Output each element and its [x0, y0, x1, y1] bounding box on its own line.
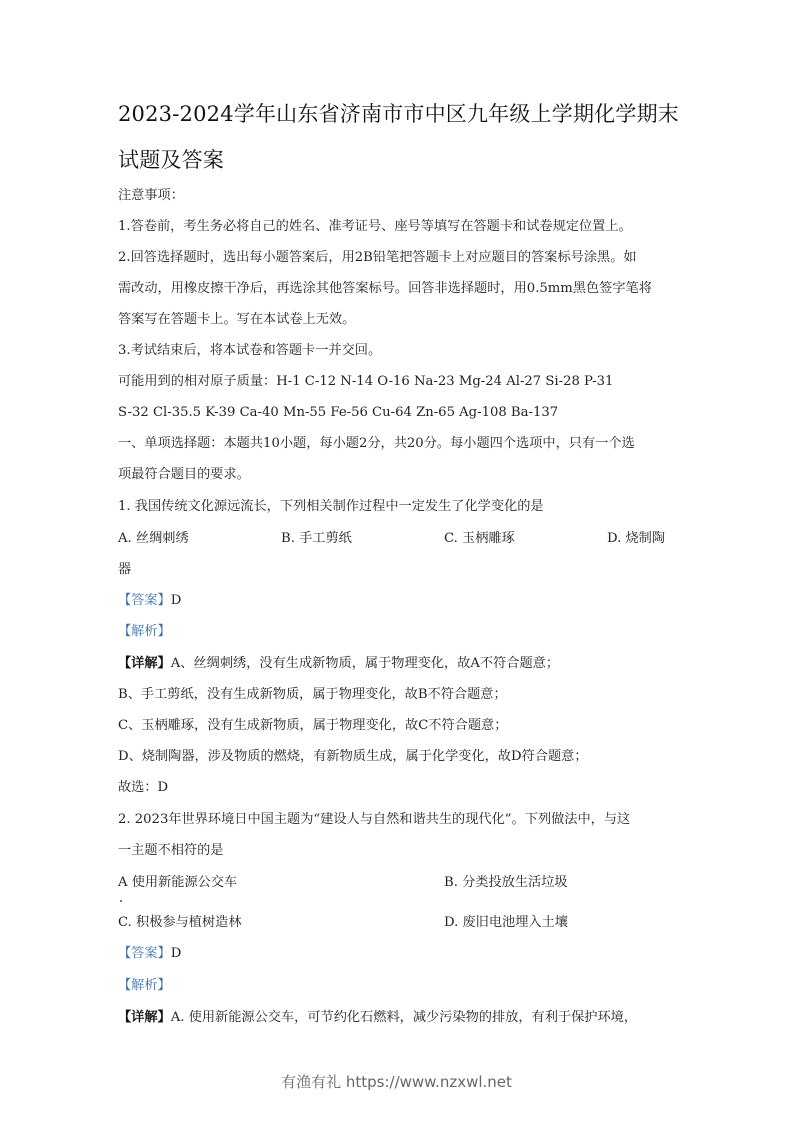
question-2-analysis-label: 【解析】 — [118, 978, 171, 993]
notice-item: 1.答卷前，考生务必将自己的姓名、准考证号、座号等填写在答题卡和试卷规定位置上。 — [118, 219, 632, 234]
footer-watermark: 有渔有礼 https://www.nzxwl.net — [281, 1073, 512, 1091]
answer-label: 【答案】 — [118, 593, 171, 608]
question-2-option-c: C. 积极参与植树造林 — [118, 915, 242, 930]
document-title-line-2: 试题及答案 — [118, 148, 224, 172]
question-1-option-d: D. 烧制陶 — [607, 531, 666, 546]
question-2-answer — [118, 945, 181, 963]
document-title-line-1: 2023-2024学年山东省济南市市中区九年级上学期化学期末 — [118, 102, 679, 126]
notice-item: 答案写在答题卡上。写在本试卷上无效。 — [118, 312, 356, 327]
question-1-option-wrap: 器 — [118, 562, 132, 577]
question-1-option-a: A. 丝绸刺绣 — [118, 531, 189, 546]
question-1-conclusion: 故选：D — [118, 780, 169, 795]
question-1-analysis-label: 【解析】 — [118, 624, 171, 639]
detail-label: 【详解】 — [118, 656, 171, 671]
stray-mark — [120, 900, 122, 902]
question-2-stem-line-1: 2. 2023年世界环境日中国主题为“建设人与自然和谐共生的现代化”。下列做法中，与这 — [118, 812, 631, 827]
answer-value: D — [170, 593, 182, 608]
question-2-option-b: B. 分类投放生活垃圾 — [444, 875, 568, 890]
question-2-option-d: D. 废旧电池埋入土壤 — [444, 915, 568, 930]
section-heading-line-1: 一、单项选择题：本题共10小题，每小题2分，共20分。每小题四个选项中，只有一个选 — [118, 436, 635, 451]
detail-label: 【详解】 — [118, 1010, 171, 1025]
question-1-detail-line: C、玉柄雕琢，没有生成新物质，属于物理变化，故C不符合题意； — [118, 718, 508, 733]
question-1-option-b: B. 手工剪纸 — [281, 531, 352, 546]
notice-item: 需改动，用橡皮擦干净后，再选涂其他答案标号。回答非选择题时，用0.5mm黑色签字笔将 — [118, 281, 652, 296]
answer-label: 【答案】 — [118, 946, 171, 961]
atomic-mass-line-2: S-32 Cl-35.5 K-39 Ca-40 Mn-55 Fe-56 Cu-64 Zn-65 Ag-108 Ba-137 — [118, 405, 559, 420]
question-2-detail-line — [118, 1009, 637, 1027]
question-2-stem-line-2: 一主题不相符的是 — [118, 843, 224, 858]
question-1-option-c: C. 玉柄雕琢 — [444, 531, 515, 546]
detail-text: A. 使用新能源公交车，可节约化石燃料，减少污染物的排放，有利于保护环境， — [170, 1010, 638, 1025]
section-heading-line-2: 项最符合题目的要求。 — [118, 467, 250, 482]
notice-item: 3.考试结束后，将本试卷和答题卡一并交回。 — [118, 343, 382, 358]
question-1-stem: 1. 我国传统文化源远流长，下列相关制作过程中一定发生了化学变化的是 — [118, 499, 544, 514]
question-2-option-a: A 使用新能源公交车 — [118, 875, 238, 890]
answer-value: D — [170, 946, 182, 961]
detail-text: A、丝绸刺绣，没有生成新物质，属于物理变化，故A不符合题意； — [170, 656, 560, 671]
notice-heading: 注意事项： — [118, 188, 184, 203]
question-1-answer — [118, 592, 181, 610]
question-1-detail-line: D、烧制陶器，涉及物质的燃烧，有新物质生成，属于化学变化，故D符合题意； — [118, 749, 588, 764]
question-1-detail-line — [118, 655, 559, 673]
question-1-detail-line: B、手工剪纸，没有生成新物质，属于物理变化，故B不符合题意； — [118, 687, 507, 702]
notice-item: 2.回答选择题时，选出每小题答案后，用2B铅笔把答题卡上对应题目的答案标号涂黑。如 — [118, 250, 637, 265]
atomic-mass-line-1: 可能用到的相对原子质量：H-1 C-12 N-14 O-16 Na-23 Mg-24 Al-27 Si-28 P-31 — [118, 374, 614, 389]
